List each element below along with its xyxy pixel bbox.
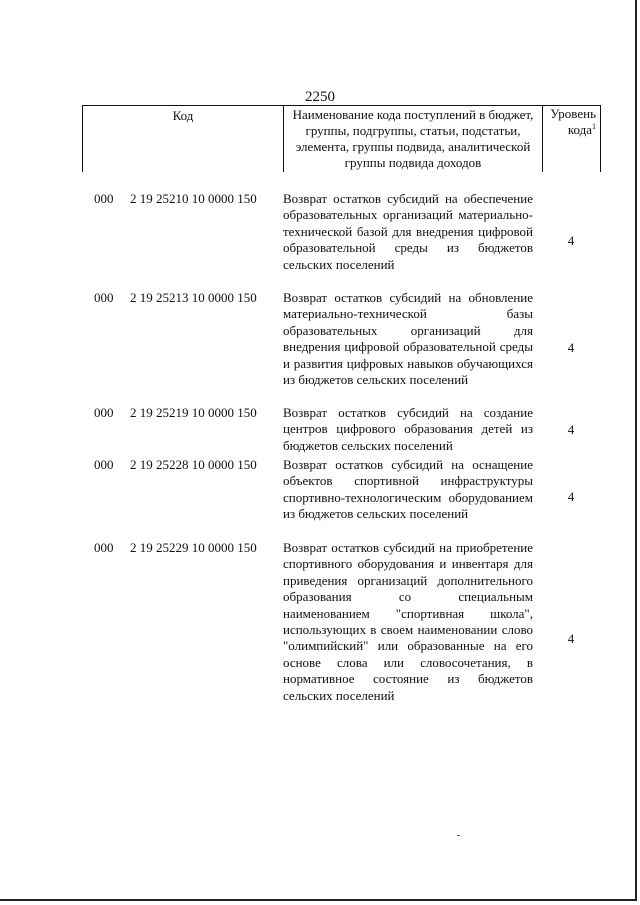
header-level bbox=[542, 106, 600, 172]
revenue-code: 2 19 25213 10 0000 150 bbox=[130, 290, 257, 305]
code-level: 4 bbox=[567, 489, 575, 504]
page-number: 2250 bbox=[305, 89, 335, 105]
header-code: Код bbox=[172, 108, 194, 123]
revenue-name: Возврат остатков субсидий на приобретение спортивного оборудования и инвентаря для приведения организаций дополнительного образования со специальным наименованием "спортивная школа", использующих в своем наименовании слово "олимпийский" или образованные на его основе слова или словосочетания, в нормативное состояние из бюджетов сельских поселений bbox=[283, 540, 533, 703]
revenue-name: Возврат остатков субсидий на обновление материально-технической базы образовательных организаций для внедрения цифровой образовательной среды и развития цифровых навыков обучающихся из бюджетов сельских поселений bbox=[283, 290, 533, 388]
revenue-code: 2 19 25210 10 0000 150 bbox=[130, 191, 257, 206]
code-level: 4 bbox=[567, 340, 575, 355]
revenue-code: 2 19 25229 10 0000 150 bbox=[130, 540, 257, 555]
admin-code: 000 bbox=[94, 405, 114, 420]
admin-code: 000 bbox=[94, 191, 114, 206]
code-level: 4 bbox=[567, 422, 575, 437]
table-header bbox=[82, 105, 601, 172]
header-name: Наименование кода поступлений в бюджет, группы, подгруппы, статьи, подстатьи, элемента, группы подвида, аналитической группы подвида доходов bbox=[283, 106, 542, 172]
admin-code: 000 bbox=[94, 290, 114, 305]
revenue-name: Возврат остатков субсидий на оснащение объектов спортивной инфраструктуры спортивно-технологическим оборудованием из бюджетов сельских поселений bbox=[283, 457, 533, 522]
revenue-name: Возврат остатков субсидий на обеспечение образовательных организаций материально-технической базой для внедрения цифровой образовательной среды из бюджетов сельских поселений bbox=[283, 191, 533, 272]
header-level-text: Уровень кода bbox=[550, 106, 596, 137]
revenue-code: 2 19 25228 10 0000 150 bbox=[130, 457, 257, 472]
admin-code: 000 bbox=[94, 457, 114, 472]
revenue-name: Возврат остатков субсидий на создание центров цифрового образования детей из бюджетов сельских поселений bbox=[283, 405, 533, 453]
header-level-footnote: 1 bbox=[592, 122, 596, 131]
admin-code: 000 bbox=[94, 540, 114, 555]
scan-speck bbox=[457, 835, 460, 836]
code-level: 4 bbox=[567, 631, 575, 646]
code-level: 4 bbox=[567, 233, 575, 248]
revenue-code: 2 19 25219 10 0000 150 bbox=[130, 405, 257, 420]
